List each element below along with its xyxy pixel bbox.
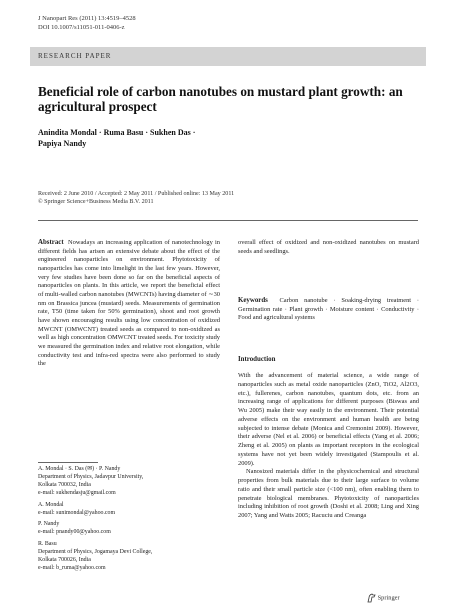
authors-line-1: Anindita Mondal · Ruma Basu · Sukhen Das ·	[38, 128, 196, 137]
keywords-text: Carbon nanotube · Soaking-drying treatment · Germination rate · Plant growth · Moisture content · Conductivity · Food and agricultural systems	[238, 297, 420, 322]
affiliation-block	[38, 502, 220, 518]
affiliation-line: A. Mondal · S. Das (✉) · P. Nandy	[38, 466, 121, 472]
author-list	[38, 127, 298, 149]
affiliation-line: Kolkata 700026, India	[38, 557, 91, 564]
abstract-continuation: overall effect of oxidized and non-oxidized nanotubes on mustard seeds and seedlings.	[238, 239, 419, 255]
authors-line-2: Papiya Nandy	[38, 139, 87, 148]
dates-line: Received: 2 June 2010 / Accepted: 2 May 2011 / Published online: 13 May 2011	[38, 191, 235, 197]
journal-citation: J Nanopart Res (2011) 13:4519–4528	[38, 15, 136, 22]
journal-doi: DOI 10.1007/s11051-011-0406-z	[38, 24, 125, 31]
intro-paragraph-1: With the advancement of material science, a wide range of nanoparticles such as metal oxide nanoparticles (ZnO, TiO2, Al2O3, etc.), fullerenes, carbon nanotubes, quantum dots, etc. from an increasing range of applications for different purposes (Biswas and Wu 2005) make their way easily in the environment. Their potential adverse effects on the environment and human health are being subjected to intense debate (Monica and Cremonini 2009). However, their adverse (Nel et al. 2006) or beneficial effects (Yang et al. 2006; Zheng et al. 2005) on plants as important receptors in the ecological systems have not yet been widely investigated (Stampoulis et al. 2009).	[238, 372, 419, 467]
header-divider	[38, 220, 418, 221]
affiliation-line: R. Basu	[38, 541, 57, 548]
copyright-line: © Springer Science+Business Media B.V. 2011	[38, 199, 154, 205]
affiliation-line: A. Mondal	[38, 501, 64, 508]
affiliation-block	[38, 541, 220, 573]
affiliation-line: e-mail: sukhendasju@gmail.com	[38, 489, 116, 496]
springer-horse-icon	[367, 593, 376, 603]
abstract-label: Abstract	[38, 239, 64, 246]
journal-header	[38, 14, 136, 32]
publisher-logo	[367, 593, 400, 603]
publication-dates	[38, 190, 234, 206]
abstract-text: Nowadays an increasing application of nanotechnology in different fields has arisen an extensive debate about the effect of the engineered nanoparticles on environment. Phytotoxicity of nanoparticles has come into limelight in the last few years. However, very few studies have been done so far on the beneficial aspects of nanoparticles on plants. In this article, we report the beneficial effect of multi-walled carbon nanotubes (MWCNTs) having diameter of ∼30 nm on Brassica juncea (mustard) seeds. Measurements of germination rate, T50 (time taken for 50% germination), shoot and root growth have shown encouraging results using low concentration of oxidized MWCNT (OMWCNT) treated seeds as compared to non-oxidized as well as high concentration OMWCNT treated seeds. For toxicity study we measured the germination index and relative root elongation, while conductivity test and infra-red spectra were also performed to study the	[38, 239, 220, 368]
paper-title: Beneficial role of carbon nanotubes on mustard plant growth: an agricultural prospect	[38, 84, 403, 114]
introduction-heading: Introduction	[238, 356, 276, 363]
affiliation-line: e-mail: b_ruma@yahoo.com	[38, 564, 106, 571]
affiliation-line: e-mail: pnandy00@yahoo.com	[38, 529, 111, 536]
affiliations	[38, 466, 220, 577]
abstract-section	[38, 239, 220, 369]
publisher-name: Springer	[377, 594, 400, 602]
affiliation-line: Department of Physics, Jadavpur University,	[38, 473, 144, 480]
article-type-banner	[30, 47, 426, 66]
affiliation-block	[38, 521, 220, 537]
intro-paragraph-2: Nanosized materials differ in the physicochemical and structural properties from bulk materials due to their large surface to volume ratio and their small particle size (<100 nm), often enabling them to penetrate biological membranes. Phytotoxicity of nanoparticles including inhibition of root growth (Doshi et al. 2008; Ling and Xing 2007; Yang and Watts 2005; Racuciu and Creanga	[238, 468, 419, 519]
keywords-section	[238, 297, 419, 323]
affiliation-line: e-mail: sunimondal@yahoo.com	[38, 509, 116, 516]
affiliation-line: Department of Physics, Jogamaya Devi College,	[38, 549, 153, 556]
affiliation-line: P. Nandy	[38, 521, 60, 528]
footnote-divider	[38, 462, 98, 463]
affiliation-line: Kolkata 700032, India	[38, 481, 91, 488]
introduction-body	[238, 372, 419, 521]
affiliation-block	[38, 466, 220, 498]
article-type-label: RESEARCH PAPER	[38, 52, 112, 60]
keywords-label: Keywords	[238, 297, 268, 304]
